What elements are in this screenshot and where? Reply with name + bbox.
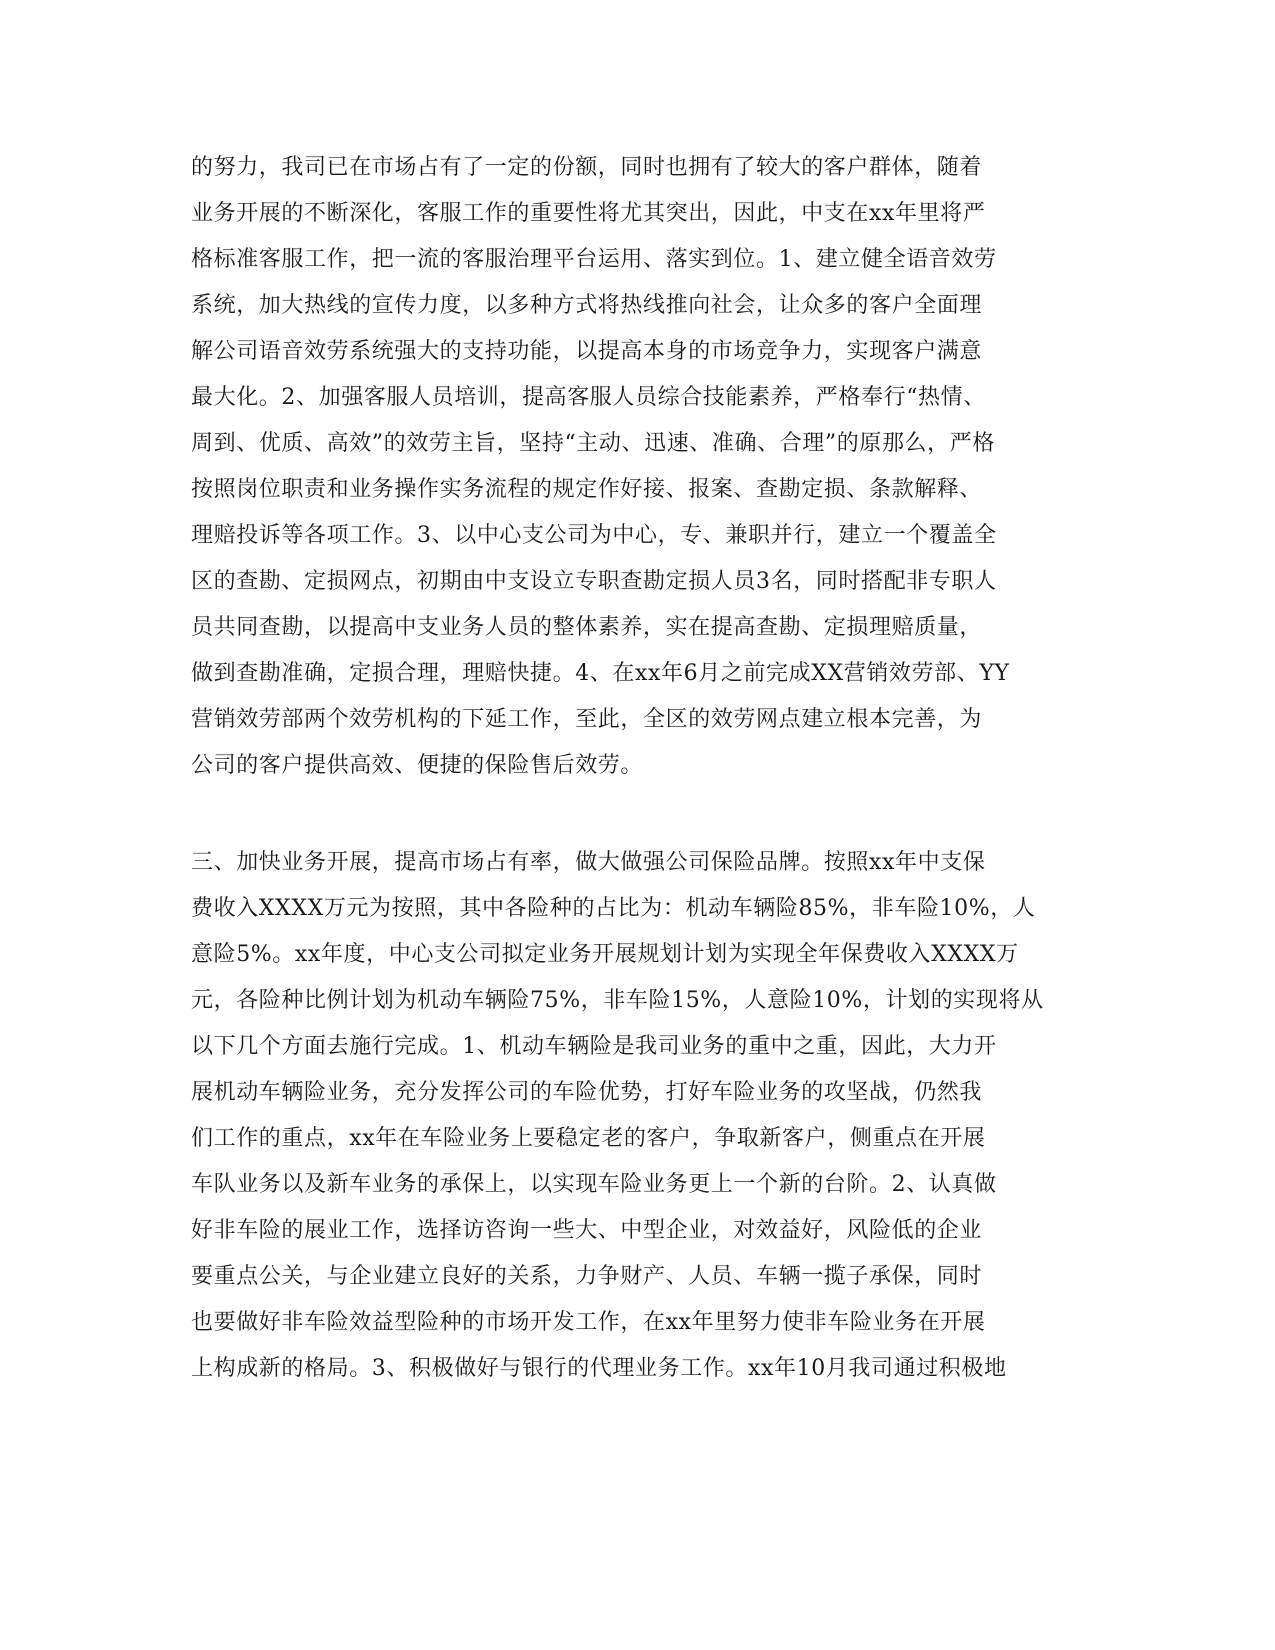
text-line: 业务开展的不断深化，客服工作的重要性将尤其突出，因此，中支在xx年里将严 <box>191 201 986 226</box>
text-line: 上构成新的格局。3、积极做好与银行的代理业务工作。xx年10月我司通过积极地 <box>191 1356 1007 1381</box>
text-line: 以下几个方面去施行完成。1、机动车辆险是我司业务的重中之重，因此，大力开 <box>191 1034 997 1059</box>
text-line: 元，各险种比例计划为机动车辆险75%，非车险15%，人意险10%，计划的实现将从 <box>191 988 1044 1013</box>
text-line: 们工作的重点，xx年在车险业务上要稳定老的客户，争取新客户，侧重点在开展 <box>191 1126 986 1151</box>
text-line: 按照岗位职责和业务操作实务流程的规定作好接、报案、查勘定损、条款解释、 <box>191 477 983 502</box>
text-line: 展机动车辆险业务，充分发挥公司的车险优势，打好车险业务的攻坚战，仍然我 <box>191 1080 983 1105</box>
text-line: 费收入XXXX万元为按照，其中各险种的占比为：机动车辆险85%，非车险10%，人 <box>191 896 1036 921</box>
text-line: 车队业务以及新车业务的承保上，以实现车险业务更上一个新的台阶。2、认真做 <box>191 1172 997 1197</box>
text-line: 最大化。2、加强客服人员培训，提高客服人员综合技能素养，严格奉行“热情、 <box>191 385 986 410</box>
text-line: 周到、优质、高效”的效劳主旨，坚持“主动、迅速、准确、合理”的原那么，严格 <box>191 431 995 456</box>
text-line: 也要做好非车险效益型险种的市场开发工作，在xx年里努力使非车险业务在开展 <box>191 1310 986 1335</box>
text-line: 区的查勘、定损网点，初期由中支设立专职查勘定损人员3名，同时搭配非专职人 <box>191 569 997 594</box>
text-line: 的努力，我司已在市场占有了一定的份额，同时也拥有了较大的客户群体，随着 <box>191 155 983 180</box>
text-line: 要重点公关，与企业建立良好的关系，力争财产、人员、车辆一揽子承保，同时 <box>191 1264 983 1289</box>
text-line: 解公司语音效劳系统强大的支持功能，以提高本身的市场竞争力，实现客户满意 <box>191 339 983 364</box>
section-heading-line: 三、加快业务开展，提高市场占有率，做大做强公司保险品牌。按照xx年中支保 <box>191 850 986 875</box>
text-line: 做到查勘准确，定损合理，理赔快捷。4、在xx年6月之前完成XX营销效劳部、YY <box>191 661 1010 686</box>
text-line: 好非车险的展业工作，选择访咨询一些大、中型企业，对效益好，风险低的企业 <box>191 1218 983 1243</box>
text-line: 营销效劳部两个效劳机构的下延工作，至此，全区的效劳网点建立根本完善，为 <box>191 707 983 732</box>
text-line: 公司的客户提供高效、便捷的保险售后效劳。 <box>191 753 644 778</box>
text-line: 系统，加大热线的宣传力度，以多种方式将热线推向社会，让众多的客户全面理 <box>191 293 983 318</box>
text-line: 意险5%。xx年度，中心支公司拟定业务开展规划计划为实现全年保费收入XXXX万 <box>191 942 1019 967</box>
text-line: 格标准客服工作，把一流的客服治理平台运用、落实到位。1、建立健全语音效劳 <box>191 247 997 272</box>
text-line: 员共同查勘，以提高中支业务人员的整体素养，实在提高查勘、定损理赔质量， <box>191 615 983 640</box>
text-line: 理赔投诉等各项工作。3、以中心支公司为中心，专、兼职并行，建立一个覆盖全 <box>191 523 997 548</box>
